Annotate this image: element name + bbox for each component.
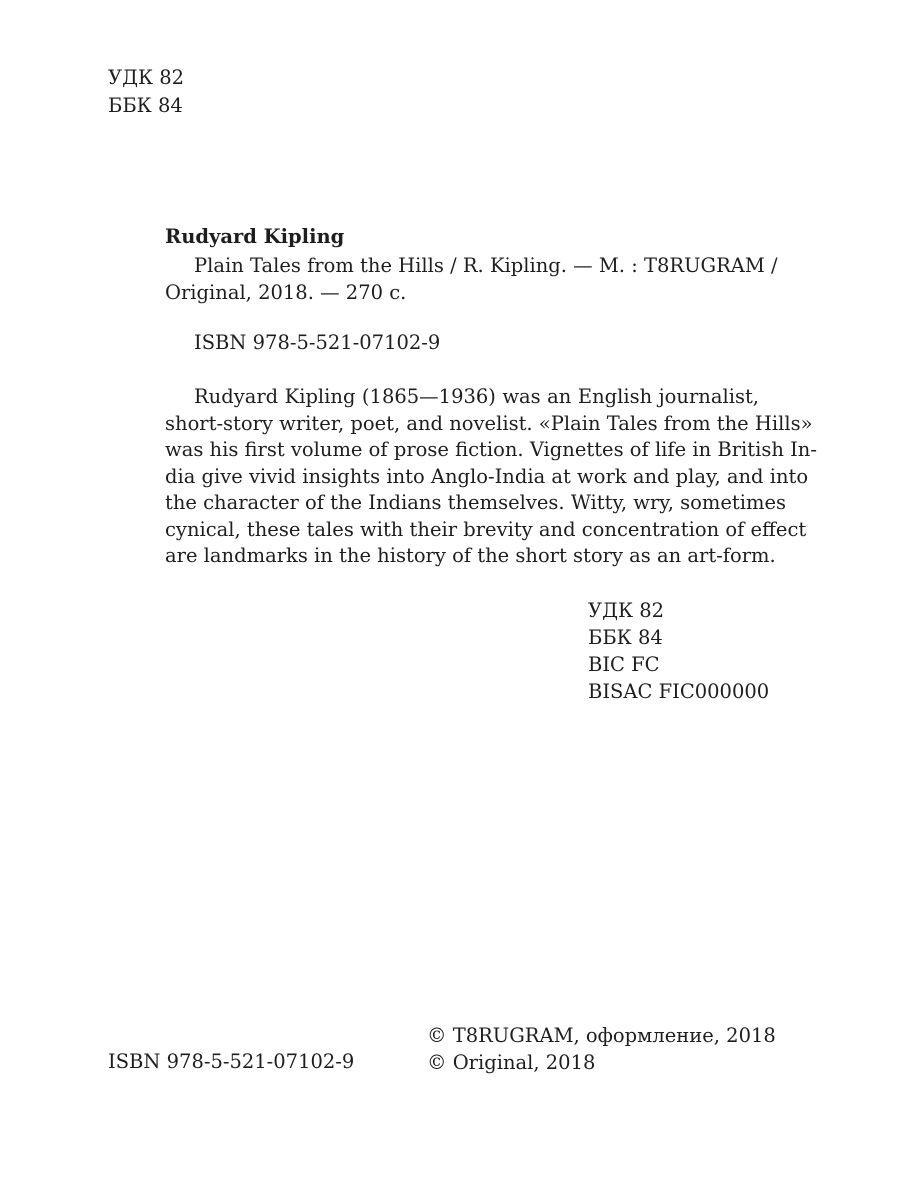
bibliographic-line-2: Original, 2018. — 270 c. — [165, 281, 407, 304]
footer-isbn: ISBN 978-5-521-07102-9 — [108, 1050, 355, 1073]
top-classification-codes — [108, 64, 184, 120]
annotation-line: dia give vivid insights into Anglo-India at work and play, and into — [165, 464, 809, 488]
classification-codes — [588, 597, 769, 705]
annotation — [165, 384, 817, 570]
top-bbk-code: ББК 84 — [108, 94, 183, 117]
bbk-code: ББК 84 — [588, 626, 663, 649]
author-name: Rudyard Kipling — [165, 225, 345, 248]
top-udk-code: УДК 82 — [108, 66, 185, 89]
bic-code: BIC FC — [588, 653, 660, 676]
isbn-record: ISBN 978-5-521-07102-9 — [194, 331, 441, 354]
annotation-line: cynical, these tales with their brevity and concentration of effect — [165, 517, 807, 541]
copyright-original: © Original, 2018 — [427, 1051, 596, 1074]
copyright-design: © T8RUGRAM, оформление, 2018 — [427, 1024, 776, 1047]
bibliographic-line-1: Plain Tales from the Hills / R. Kipling. — M. : T8RUGRAM / — [194, 254, 778, 277]
annotation-line: the character of the Indians themselves. Witty, wry, sometimes — [165, 491, 786, 514]
udk-code: УДК 82 — [588, 599, 665, 622]
annotation-line: are landmarks in the history of the short story as an art-form. — [165, 544, 776, 567]
annotation-line: Rudyard Kipling (1865—1936) was an English journalist, — [194, 385, 759, 408]
bisac-code: BISAC FIC000000 — [588, 680, 770, 703]
annotation-line: short-story writer, poet, and novelist. «Plain Tales from the Hills» — [165, 411, 813, 435]
annotation-line: was his first volume of prose fiction. Vignettes of life in British In- — [165, 438, 817, 461]
copyright-notices — [427, 1022, 776, 1076]
bibliographic-record — [165, 252, 778, 306]
